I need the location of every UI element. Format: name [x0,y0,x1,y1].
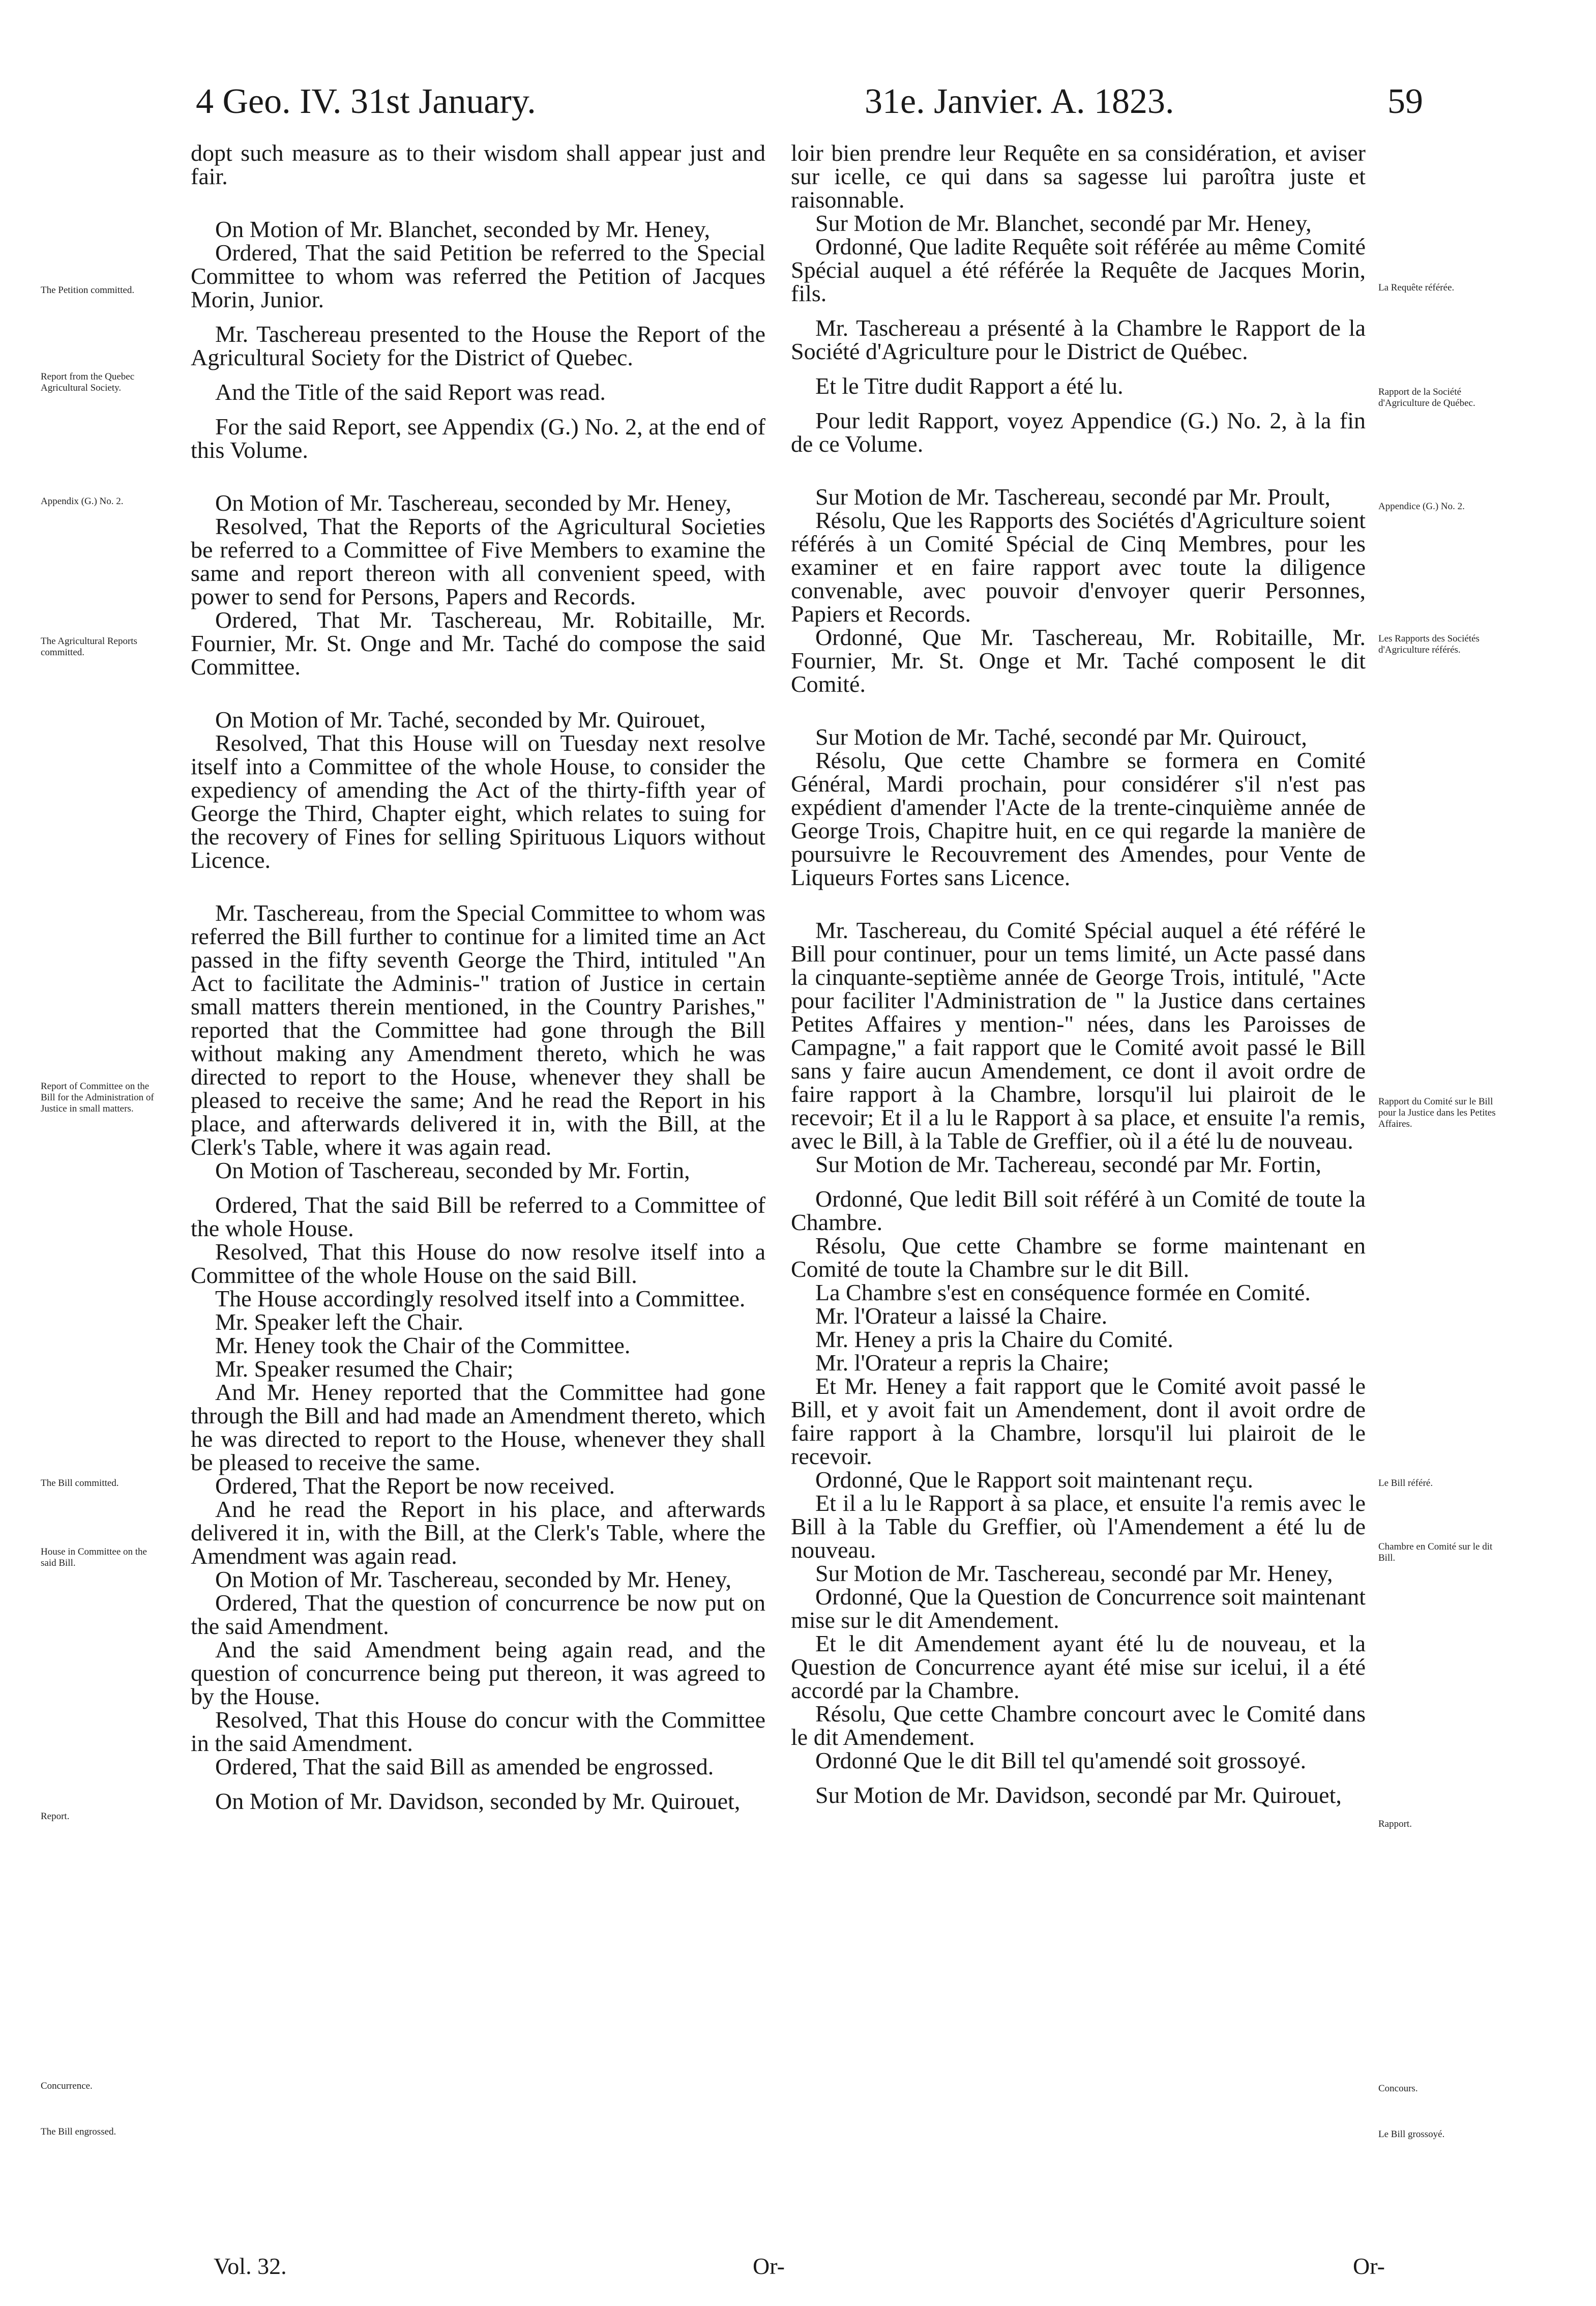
fr-para: Mr. l'Orateur a laissé la Chaire. [815,1303,1108,1329]
en-para: On Motion of Mr. Taché, seconded by Mr. Quirouet, [215,707,706,733]
en-para: And the said Amendment being again read, and the question of concurrence being put thereon, it was agreed to by the House. [191,1637,765,1709]
fr-para: Ordonné, Que le Rapport soit maintenant reçu. [815,1467,1253,1493]
fr-para: Mr. Taschereau, du Comité Spécial auquel a été référé le Bill pour continuer, pour un tems limité, un Acte passé dans la cinquante-septième année de George Trois, intitulé, "Acte pour faciliter l'Administration de " la Justice dans certaines Petites Affaires y mention-" nées, dans les Paroisses de Campagne," a fait rapport que le Comité avoit passé le Bill sans y faire aucun Amendement, ce dont il avoit ordre de faire rapport à la Chambre, lorsqu'il lui plairoit de le recevoir; Et il a lu le Rapport à sa place, et ensuite l'a remis, avec le Bill, à la Table de Greffier, où il a été lu de nouveau. [791,917,1366,1154]
catchword-english: Or- [753,2253,785,2279]
margin-note: The Petition committed. [41,285,135,296]
fr-para: Résolu, Que cette Chambre se forme maintenant en Comité de toute la Chambre sur le dit Bill. [791,1233,1366,1282]
margin-note: Rapport du Comité sur le Bill pour la Justice dans les Petites Affaires. [1378,1096,1496,1129]
en-para: Mr. Heney took the Chair of the Committee. [215,1332,631,1358]
fr-para: Ordonné, Que ladite Requête soit référée au même Comité Spécial auquel a été référée la Requête de Jacques Morin, fils. [791,233,1366,306]
en-para: Resolved, That this House will on Tuesday next resolve itself into a Committee of the whole House, to consider the expediency of amending the Act of the thirty-fifth year of George the Third, Chapter eight, which relates to suing for the recovery of Fines for selling Spirituous Liquors without Licence. [191,730,765,873]
fr-para: La Chambre s'est en conséquence formée en Comité. [815,1279,1311,1305]
en-para: Mr. Speaker resumed the Chair; [215,1356,514,1382]
fr-para: Mr. Heney a pris la Chaire du Comité. [815,1326,1173,1352]
en-para: Mr. Taschereau presented to the House the Report of the Agricultural Society for the District of Quebec. [191,321,765,370]
margin-note: Rapport. [1378,1819,1412,1829]
margin-note: The Bill engrossed. [41,2126,116,2137]
running-header [0,76,1596,137]
en-para: On Motion of Mr. Taschereau, seconded by Mr. Heney, [215,490,731,516]
en-para: And Mr. Heney reported that the Committee had gone through the Bill and had made an Amendment thereto, which he was directed to report to the House, whenever they shall be pleased to receive the same. [191,1379,765,1475]
page-number: 59 [1387,82,1423,121]
en-para: Resolved, That this House do concur with the Committee in the said Amendment. [191,1707,765,1756]
margin-note: Le Bill référé. [1378,1478,1433,1488]
en-para: Ordered, That the said Bill as amended be engrossed. [215,1754,714,1779]
margin-note: House in Committee on the said Bill. [41,1546,147,1568]
margin-note: Le Bill grossoyé. [1378,2129,1445,2140]
en-para: Ordered, That Mr. Taschereau, Mr. Robitaille, Mr. Fournier, Mr. St. Onge and Mr. Taché do compose the said Committee. [191,607,765,680]
fr-para: Mr. l'Orateur a repris la Chaire; [815,1350,1109,1376]
fr-para: Sur Motion de Mr. Taché, secondé par Mr. Quirouct, [815,724,1307,750]
fr-para: Pour ledit Rapport, voyez Appendice (G.) No. 2, à la fin de ce Volume. [791,407,1366,457]
en-para: dopt such measure as to their wisdom shall appear just and fair. [191,140,765,189]
french-column [791,141,1366,1807]
en-para: Resolved, That the Reports of the Agricultural Societies be referred to a Committee of Five Members to examine the same and report thereon with all convenient speed, with power to send for Persons, Papers and Records. [191,513,765,609]
fr-para: Et le Titre dudit Rapport a été lu. [815,373,1124,399]
english-column [191,141,765,1813]
en-para: Ordered, That the question of concurrence be now put on the said Amendment. [191,1590,765,1639]
margin-note: Appendice (G.) No. 2. [1378,501,1465,512]
fr-para: Ordonné, Que Mr. Taschereau, Mr. Robitaille, Mr. Fournier, Mr. St. Onge et Mr. Taché composent le dit Comité. [791,624,1366,697]
en-para: On Motion of Mr. Blanchet, seconded by Mr. Heney, [215,216,711,242]
en-para: The House accordingly resolved itself into a Committee. [215,1286,746,1311]
fr-para: Sur Motion de Mr. Davidson, secondé par Mr. Quirouet, [815,1782,1342,1808]
margin-note: The Agricultural Reports committed. [41,636,137,658]
volume-signature: Vol. 32. [214,2253,287,2279]
en-para: Ordered, That the said Petition be referred to the Special Committee to whom was referred the Petition of Jacques Morin, Junior. [191,240,765,312]
fr-para: Ordonné, Que ledit Bill soit référé à un Comité de toute la Chambre. [791,1186,1366,1235]
fr-para: Et il a lu le Rapport à sa place, et ensuite l'a remis avec le Bill à la Table du Greffier, où l'Amendement a été lu de nouveau. [791,1490,1366,1563]
fr-para: Résolu, Que les Rapports des Sociétés d'Agriculture soient référés à un Comité Spécial de Cinq Membres, pour les examiner et en faire rapport avec toute la diligence convenable, avec pouvoir d'envoyer querir Personnes, Papiers et Records. [791,507,1366,627]
en-para: Ordered, That the said Bill be referred to a Committee of the whole House. [191,1192,765,1241]
en-para: On Motion of Taschereau, seconded by Mr. Fortin, [215,1157,690,1183]
fr-para: Résolu, Que cette Chambre concourt avec le Comité dans le dit Amendement. [791,1701,1366,1750]
en-para: For the said Report, see Appendix (G.) No. 2, at the end of this Volume. [191,414,765,463]
margin-note: Appendix (G.) No. 2. [41,496,124,507]
fr-para: Résolu, Que cette Chambre se formera en Comité Général, Mardi prochain, pour considérer s'il n'est pas expédient d'amender l'Acte de la trente-cinquième année de George Trois, Chapitre huit, en ce qui regarde la manière de poursuivre le Recouvrement des Amendes, pour Vente de Liqueurs Fortes sans Licence. [791,747,1366,890]
fr-para: Mr. Taschereau a présenté à la Chambre le Rapport de la Société d'Agriculture pour le District de Québec. [791,315,1366,364]
header-right: 31e. Janvier. A. 1823. [865,82,1174,121]
margin-note: The Bill committed. [41,1478,119,1488]
fr-para: Et le dit Amendement ayant été lu de nouveau, et la Question de Concurrence ayant été mise sur icelui, il a été accordé par la Chambre. [791,1630,1366,1703]
en-para: On Motion of Mr. Davidson, seconded by Mr. Quirouet, [215,1788,741,1814]
margin-note: Rapport de la Société d'Agriculture de Québec. [1378,387,1475,408]
en-para: Mr. Speaker left the Chair. [215,1309,463,1335]
header-left: 4 Geo. IV. 31st January. [196,82,536,121]
fr-para: Sur Motion de Mr. Tachereau, secondé par Mr. Fortin, [815,1151,1321,1177]
margin-note: Chambre en Comité sur le dit Bill. [1378,1541,1493,1563]
fr-para: Ordonné Que le dit Bill tel qu'amendé soit grossoyé. [815,1747,1307,1773]
margin-note: Concurrence. [41,2081,93,2091]
margin-note: Les Rapports des Sociétés d'Agriculture référés. [1378,633,1480,655]
fr-para: loir bien prendre leur Requête en sa considération, et aviser sur icelle, ce qui dans sa sagesse lui paroîtra juste et raisonnable. [791,140,1366,213]
en-para: Ordered, That the Report be now received. [215,1473,615,1499]
en-para: On Motion of Mr. Taschereau, seconded by Mr. Heney, [215,1566,731,1592]
en-para: And the Title of the said Report was read. [215,379,606,405]
fr-para: Sur Motion de Mr. Blanchet, secondé par Mr. Heney, [815,210,1312,236]
fr-para: Sur Motion de Mr. Taschereau, secondé par Mr. Heney, [815,1560,1333,1586]
catchword-french: Or- [1353,2253,1385,2279]
fr-para: Sur Motion de Mr. Taschereau, secondé par Mr. Proult, [815,484,1331,510]
en-para: And he read the Report in his place, and afterwards delivered it in, with the Bill, at the Clerk's Table, where the Amendment was again read. [191,1496,765,1569]
margin-note: Report. [41,1811,70,1822]
fr-para: Ordonné, Que la Question de Concurrence soit maintenant mise sur le dit Amendement. [791,1584,1366,1633]
en-para: Resolved, That this House do now resolve itself into a Committee of the whole House on the said Bill. [191,1239,765,1288]
en-para: Mr. Taschereau, from the Special Committee to whom was referred the Bill further to continue for a limited time an Act passed in the fifty seventh George the Third, intituled "An Act to facilitate the Adminis-" tration of Justice in certain small matters therein mentioned, in the Country Parishes," reported that the Committee had gone through the Bill without making any Amendment thereto, which he was directed to report to the House, whenever they shall be pleased to receive the same; And he read the Report in his place, and afterwards delivered it in, with the Bill, at the Clerk's Table, where it was again read. [191,900,765,1160]
fr-para: Et Mr. Heney a fait rapport que le Comité avoit passé le Bill, et y avoit fait un Amendement, dont il avoit ordre de faire rapport à la Chambre, lorsqu'il lui plairoit de le recevoir. [791,1373,1366,1469]
margin-note: La Requête référée. [1378,282,1455,293]
margin-note: Report from the Quebec Agricultural Society. [41,371,135,393]
margin-note: Concours. [1378,2083,1418,2094]
margin-note: Report of Committee on the Bill for the Administration of Justice in small matters. [41,1081,154,1114]
